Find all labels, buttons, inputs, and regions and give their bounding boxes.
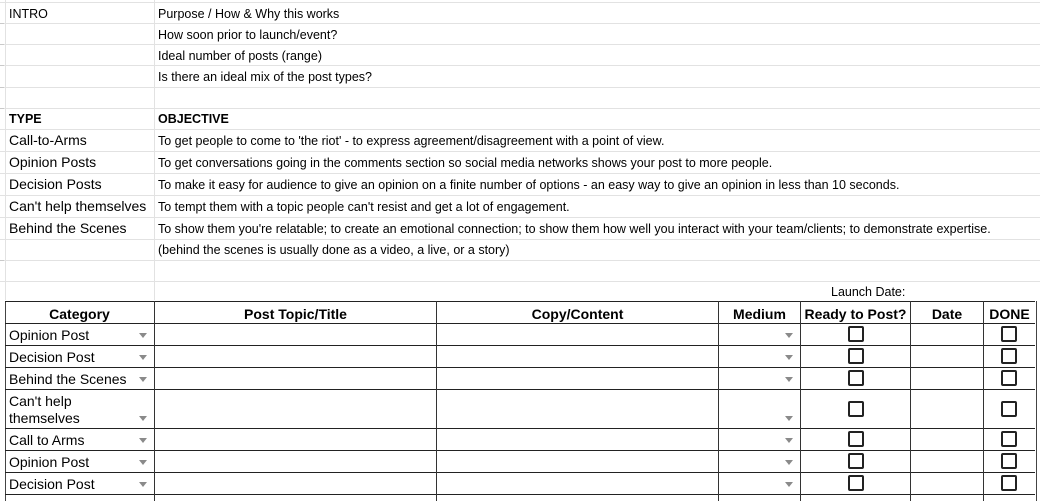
col-divider-date	[983, 301, 984, 501]
grid-row-line	[0, 281, 1040, 282]
category-dropdown-icon[interactable]	[139, 482, 147, 487]
type-header[interactable]: TYPE	[9, 112, 42, 126]
table-header-divider	[5, 323, 1035, 324]
grid-row-line	[0, 87, 1040, 88]
grid-row-line	[0, 173, 1040, 174]
header-date[interactable]: Date	[931, 306, 963, 322]
grid-row-line	[0, 239, 1040, 240]
grid-row-line	[0, 260, 1040, 261]
grid-col-line	[5, 0, 6, 300]
medium-dropdown-icon[interactable]	[785, 333, 793, 338]
table-top-border	[5, 301, 1035, 302]
medium-dropdown-icon[interactable]	[785, 482, 793, 487]
row-tick	[0, 65, 4, 66]
header-medium[interactable]: Medium	[733, 306, 786, 322]
row-tick	[0, 87, 4, 88]
grid-row-line	[0, 217, 1040, 218]
objective-behind-the-scenes[interactable]: To show them you're relatable; to create an emotional connection; to show them how well you interact with your team/clients; to demonstrate expertise.	[158, 222, 991, 236]
row-tick	[0, 108, 4, 109]
category-dropdown-icon[interactable]	[139, 438, 147, 443]
category-cell-line1[interactable]: Can't help	[9, 393, 72, 409]
ready-checkbox[interactable]	[848, 401, 864, 417]
objective-opinion-posts[interactable]: To get conversations going in the comments section so social media networks shows your post to more people.	[158, 156, 773, 170]
category-cell[interactable]: Call to Arms	[9, 432, 85, 448]
col-divider-copy	[718, 301, 719, 501]
ready-checkbox[interactable]	[848, 370, 864, 386]
type-behind-the-scenes[interactable]: Behind the Scenes	[9, 220, 127, 236]
category-dropdown-icon[interactable]	[139, 377, 147, 382]
grid-row-line	[0, 23, 1040, 24]
category-cell[interactable]: Decision Post	[9, 476, 95, 492]
type-decision-posts[interactable]: Decision Posts	[9, 176, 102, 192]
table-row-divider	[5, 428, 1035, 429]
table-row-divider	[5, 494, 1035, 495]
header-ready-to-post[interactable]: Ready to Post?	[804, 306, 907, 322]
category-dropdown-icon[interactable]	[139, 460, 147, 465]
done-checkbox[interactable]	[1001, 348, 1017, 364]
col-divider-topic	[436, 301, 437, 501]
category-dropdown-icon[interactable]	[139, 333, 147, 338]
grid-row-line	[0, 129, 1040, 130]
header-done[interactable]: DONE	[989, 306, 1030, 322]
grid-row-line	[0, 44, 1040, 45]
header-post-topic[interactable]: Post Topic/Title	[244, 306, 347, 322]
objective-header[interactable]: OBJECTIVE	[158, 112, 229, 126]
ready-checkbox[interactable]	[848, 348, 864, 364]
category-dropdown-icon[interactable]	[139, 355, 147, 360]
category-cell[interactable]: Decision Post	[9, 349, 95, 365]
category-cell-line2[interactable]: themselves	[9, 410, 80, 426]
medium-dropdown-icon[interactable]	[785, 416, 793, 421]
done-checkbox[interactable]	[1001, 370, 1017, 386]
grid-row-line	[0, 151, 1040, 152]
ready-checkbox[interactable]	[848, 453, 864, 469]
category-cell[interactable]: Opinion Post	[9, 454, 90, 470]
behind-the-scenes-note[interactable]: (behind the scenes is usually done as a video, a live, or a story)	[158, 243, 510, 257]
row-tick	[0, 44, 4, 45]
col-divider-ready	[910, 301, 911, 501]
header-copy-content[interactable]: Copy/Content	[531, 306, 624, 322]
ready-checkbox[interactable]	[848, 431, 864, 447]
done-checkbox[interactable]	[1001, 326, 1017, 342]
grid-col-line	[154, 0, 155, 300]
medium-dropdown-icon[interactable]	[785, 460, 793, 465]
type-call-to-arms[interactable]: Call-to-Arms	[9, 132, 87, 148]
grid-row-line	[0, 2, 1040, 3]
intro-line-purpose[interactable]: Purpose / How & Why this works	[158, 7, 340, 21]
ready-checkbox[interactable]	[848, 326, 864, 342]
type-opinion-posts[interactable]: Opinion Posts	[9, 154, 97, 170]
done-checkbox[interactable]	[1001, 475, 1017, 491]
category-dropdown-icon[interactable]	[139, 416, 147, 421]
intro-line-timing[interactable]: How soon prior to launch/event?	[158, 28, 338, 42]
grid-row-line	[0, 65, 1040, 66]
table-row-divider	[5, 472, 1035, 473]
intro-label[interactable]: INTRO	[9, 7, 48, 21]
type-cant-help-themselves[interactable]: Can't help themselves	[9, 198, 147, 214]
table-row-divider	[5, 450, 1035, 451]
col-divider-medium	[800, 301, 801, 501]
done-checkbox[interactable]	[1001, 401, 1017, 417]
objective-decision-posts[interactable]: To make it easy for audience to give an opinion on a finite number of options - an easy way to give an opinion in less than 10 seconds.	[158, 178, 900, 192]
objective-cant-help-themselves[interactable]: To tempt them with a topic people can't resist and get a lot of engagement.	[158, 200, 570, 214]
row-tick	[0, 23, 4, 24]
done-checkbox[interactable]	[1001, 431, 1017, 447]
category-cell[interactable]: Opinion Post	[9, 327, 90, 343]
content-calendar-table	[5, 301, 1037, 501]
category-cell[interactable]: Behind the Scenes	[9, 371, 127, 387]
launch-date-label[interactable]: Launch Date:	[831, 285, 906, 299]
grid-row-line	[0, 195, 1040, 196]
table-row-divider	[5, 367, 1035, 368]
objective-call-to-arms[interactable]: To get people to come to 'the riot' - to express agreement/disagreement with a point of view.	[158, 134, 665, 148]
medium-dropdown-icon[interactable]	[785, 355, 793, 360]
intro-line-post-mix[interactable]: Is there an ideal mix of the post types?	[158, 70, 373, 84]
done-checkbox[interactable]	[1001, 453, 1017, 469]
col-divider-category	[154, 301, 155, 501]
table-row-divider	[5, 389, 1035, 390]
table-row-divider	[5, 345, 1035, 346]
grid-row-line	[0, 108, 1040, 109]
ready-checkbox[interactable]	[848, 475, 864, 491]
medium-dropdown-icon[interactable]	[785, 438, 793, 443]
medium-dropdown-icon[interactable]	[785, 377, 793, 382]
row-tick	[0, 260, 4, 261]
header-category[interactable]: Category	[49, 306, 110, 322]
intro-line-post-count[interactable]: Ideal number of posts (range)	[158, 49, 322, 63]
